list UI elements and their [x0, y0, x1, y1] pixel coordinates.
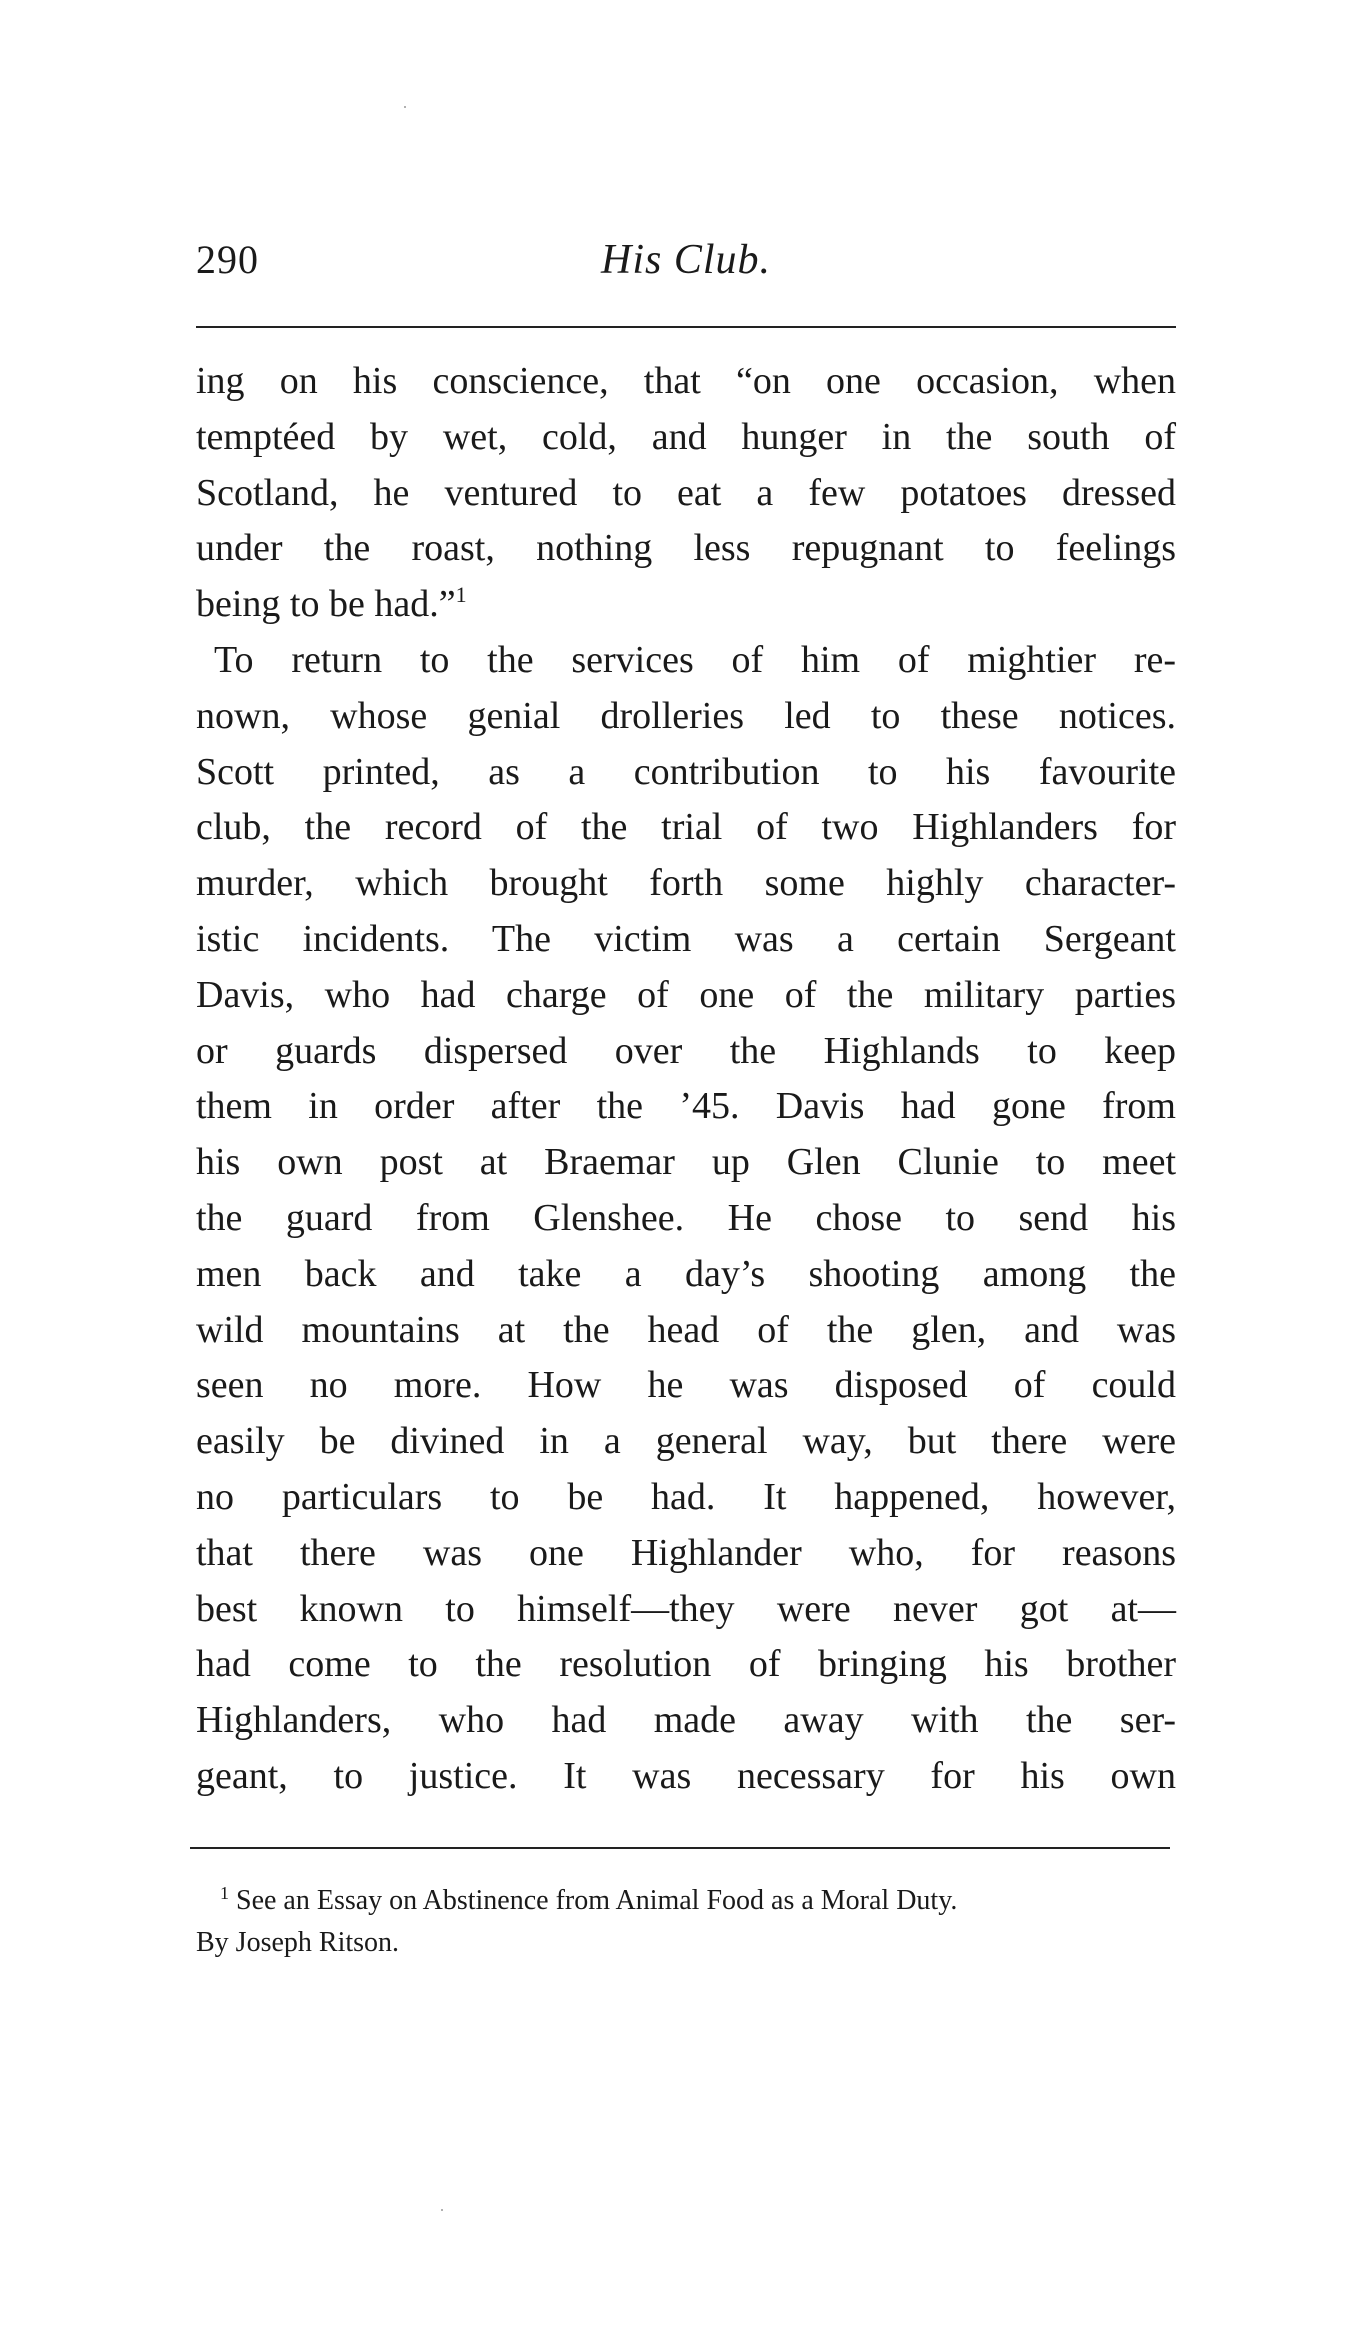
text-line: murder, which brought forth some highly character-: [196, 862, 1176, 905]
text-line: that there was one Highlander who, for reasons: [196, 1531, 1176, 1574]
text-line: temptéed by wet, cold, and hunger in the south of: [196, 415, 1176, 458]
text-line: them in order after the ’45. Davis had gone from: [196, 1085, 1176, 1128]
text-line: being to be had.”: [196, 583, 456, 626]
text-line: Highlanders, who had made away with the ser-: [196, 1699, 1176, 1742]
running-title: His Club.: [600, 237, 772, 283]
paragraph-start-line: To return to the services of him of mightier re-: [214, 638, 1176, 681]
text-line: or guards dispersed over the Highlands to keep: [196, 1029, 1176, 1072]
header-rule: [196, 326, 1176, 328]
text-line: Scott printed, as a contribution to his favourite: [196, 750, 1176, 793]
text-line: nown, whose genial drolleries led to these notices.: [196, 694, 1176, 737]
text-line: had come to the resolution of bringing his brother: [196, 1643, 1176, 1686]
footnote-reference: 1: [455, 582, 467, 608]
text-line: best known to himself—they were never got at—: [196, 1587, 1176, 1630]
text-line: under the roast, nothing less repugnant to feelings: [196, 527, 1176, 570]
text-line: the guard from Glenshee. He chose to send his: [196, 1196, 1176, 1239]
text-line: his own post at Braemar up Glen Clunie to meet: [196, 1141, 1176, 1184]
text-line: seen no more. How he was disposed of could: [196, 1364, 1176, 1407]
text-line: ing on his conscience, that “on one occasion, when: [196, 360, 1176, 402]
footnote-line: By Joseph Ritson.: [196, 1927, 400, 1958]
text-line: club, the record of the trial of two Highlanders for: [196, 806, 1176, 849]
page-header: [196, 236, 1176, 306]
paper-speck: [404, 106, 406, 108]
text-line: no particulars to be had. It happened, however,: [196, 1475, 1176, 1518]
text-line: wild mountains at the head of the glen, and was: [196, 1308, 1176, 1351]
page-number: 290: [196, 237, 259, 282]
paper-speck: [441, 2209, 443, 2211]
text-line: men back and take a day’s shooting among the: [196, 1252, 1176, 1295]
footnote: [196, 1880, 1176, 1964]
text-line: Scotland, he ventured to eat a few potatoes dressed: [196, 471, 1176, 514]
text-line-with-note: [196, 577, 1176, 633]
text-line: easily be divined in a general way, but there were: [196, 1420, 1176, 1463]
text-line: istic incidents. The victim was a certain Sergeant: [196, 917, 1176, 960]
footnote-text: See an Essay on Abstinence from Animal Food as a Moral Duty.: [236, 1885, 958, 1916]
text-line: geant, to justice. It was necessary for his own: [196, 1754, 1176, 1797]
footnote-rule: [190, 1847, 1170, 1849]
text-line: Davis, who had charge of one of the military parties: [196, 973, 1176, 1016]
footnote-marker: 1: [220, 1883, 229, 1903]
footnote-line: [196, 1880, 1176, 1922]
body-text: [196, 354, 1176, 1805]
